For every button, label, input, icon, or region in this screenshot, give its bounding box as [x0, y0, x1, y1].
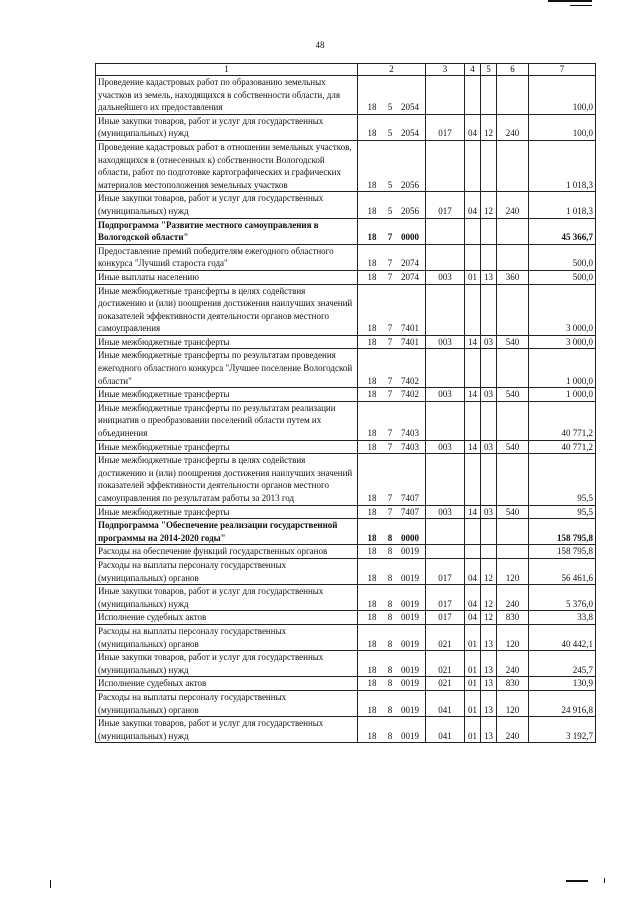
direction-code-part: 7402 [401, 389, 419, 400]
row-expense-type-code [497, 284, 529, 335]
row-expense-type-code [497, 349, 529, 388]
direction-code-part: 2056 [401, 205, 419, 216]
row-ministry-code [426, 545, 465, 559]
row-ministry-code: 003 [426, 335, 465, 349]
row-expense-type-code: 120 [497, 558, 529, 584]
subprogram-code-part: 7 [387, 336, 393, 347]
row-ministry-code: 021 [426, 677, 465, 691]
program-code-part: 18 [367, 664, 377, 675]
row-ministry-code [426, 76, 465, 115]
row-amount: 56 461,6 [529, 558, 596, 584]
row-amount: 500,0 [529, 244, 596, 270]
row-program-code [358, 388, 426, 402]
program-code-part: 18 [367, 336, 377, 347]
direction-code-part: 0000 [401, 532, 419, 543]
row-name: Расходы на выплаты персоналу государственных (муниципальных) органов [96, 690, 358, 716]
subprogram-code-part: 7 [387, 271, 393, 282]
subprogram-code-part: 7 [387, 375, 393, 386]
row-program-code [358, 505, 426, 519]
direction-code-part: 7401 [401, 336, 419, 347]
subprogram-code-part: 8 [387, 612, 393, 623]
row-ministry-code: 017 [426, 192, 465, 218]
direction-code-part: 0019 [401, 704, 419, 715]
subprogram-code-part: 7 [387, 428, 393, 439]
row-name: Иные межбюджетные трансферты по результатам реализации инициатив о преобразовании поселений области путем их объединения [96, 401, 358, 440]
subprogram-code-part: 7 [387, 232, 393, 243]
row-amount: 40 771,2 [529, 401, 596, 440]
direction-code-part: 2074 [401, 271, 419, 282]
row-section-code [465, 76, 481, 115]
row-amount: 3 000,0 [529, 335, 596, 349]
table-row [96, 505, 596, 519]
row-ministry-code: 017 [426, 611, 465, 625]
row-program-code [358, 519, 426, 545]
row-amount: 95,5 [529, 454, 596, 505]
row-section-code: 14 [465, 388, 481, 402]
row-subsection-code: 13 [481, 690, 497, 716]
row-subsection-code [481, 545, 497, 559]
table-row [96, 218, 596, 244]
scan-mark-bottom-corner [604, 878, 605, 883]
direction-code-part: 0019 [401, 730, 419, 741]
row-expense-type-code: 540 [497, 388, 529, 402]
row-ministry-code [426, 140, 465, 191]
row-name: Иные закупки товаров, работ и услуг для государственных (муниципальных) нужд [96, 585, 358, 611]
row-program-code [358, 690, 426, 716]
row-amount: 24 916,8 [529, 690, 596, 716]
row-program-code [358, 401, 426, 440]
row-ministry-code [426, 284, 465, 335]
row-ministry-code [426, 349, 465, 388]
scan-mark-top-right [548, 0, 592, 2]
row-program-code [358, 114, 426, 140]
row-section-code: 01 [465, 717, 481, 743]
row-subsection-code: 12 [481, 585, 497, 611]
direction-code-part: 0019 [401, 598, 419, 609]
subprogram-code-part: 5 [387, 128, 393, 139]
direction-code-part: 7403 [401, 428, 419, 439]
row-section-code [465, 401, 481, 440]
scan-mark-bottom-right [566, 880, 588, 882]
row-subsection-code: 12 [481, 114, 497, 140]
row-subsection-code: 03 [481, 440, 497, 454]
row-program-code [358, 284, 426, 335]
row-section-code: 04 [465, 114, 481, 140]
direction-code-part: 7402 [401, 375, 419, 386]
row-program-code [358, 585, 426, 611]
row-name: Проведение кадастровых работ в отношении земельных участков, находящихся в (отнесенных к) собственности Вологодской области, работ по подготовке картографических и графических материалов местоположения земельных участков [96, 140, 358, 191]
table-row [96, 585, 596, 611]
row-expense-type-code: 540 [497, 335, 529, 349]
table-row [96, 440, 596, 454]
row-program-code [358, 244, 426, 270]
row-program-code [358, 624, 426, 650]
direction-code-part: 7407 [401, 506, 419, 517]
program-code-part: 18 [367, 428, 377, 439]
row-name: Иные закупки товаров, работ и услуг для государственных (муниципальных) нужд [96, 651, 358, 677]
direction-code-part: 0019 [401, 678, 419, 689]
row-ministry-code [426, 454, 465, 505]
row-expense-type-code [497, 76, 529, 115]
direction-code-part: 2074 [401, 258, 419, 269]
row-expense-type-code: 240 [497, 192, 529, 218]
subprogram-code-part: 7 [387, 389, 393, 400]
row-section-code [465, 349, 481, 388]
subprogram-code-part: 7 [387, 323, 393, 334]
table-row [96, 284, 596, 335]
row-program-code [358, 218, 426, 244]
row-section-code: 14 [465, 335, 481, 349]
subprogram-code-part: 7 [387, 506, 393, 517]
row-amount: 45 366,7 [529, 218, 596, 244]
table-row [96, 388, 596, 402]
row-program-code [358, 349, 426, 388]
direction-code-part: 0019 [401, 664, 419, 675]
row-name: Иные закупки товаров, работ и услуг для государственных (муниципальных) нужд [96, 114, 358, 140]
row-section-code: 01 [465, 624, 481, 650]
row-subsection-code: 03 [481, 505, 497, 519]
row-ministry-code: 041 [426, 690, 465, 716]
subprogram-code-part: 5 [387, 205, 393, 216]
direction-code-part: 0019 [401, 638, 419, 649]
table-row [96, 270, 596, 284]
row-expense-type-code: 540 [497, 440, 529, 454]
subprogram-code-part: 7 [387, 493, 393, 503]
row-expense-type-code: 240 [497, 651, 529, 677]
budget-table [95, 63, 596, 743]
row-expense-type-code: 120 [497, 690, 529, 716]
subprogram-code-part: 8 [387, 704, 393, 715]
row-program-code [358, 611, 426, 625]
row-section-code [465, 218, 481, 244]
row-amount: 1 000,0 [529, 388, 596, 402]
program-code-part: 18 [367, 441, 377, 452]
row-ministry-code: 003 [426, 505, 465, 519]
program-code-part: 18 [367, 612, 377, 623]
row-subsection-code [481, 244, 497, 270]
row-ministry-code: 041 [426, 717, 465, 743]
table-row [96, 140, 596, 191]
direction-code-part: 7407 [401, 493, 419, 503]
table-row [96, 519, 596, 545]
row-name: Иные межбюджетные трансферты [96, 505, 358, 519]
table-row [96, 717, 596, 743]
subprogram-code-part: 5 [387, 179, 393, 190]
row-name: Иные выплаты населению [96, 270, 358, 284]
table-row [96, 651, 596, 677]
row-program-code [358, 717, 426, 743]
row-program-code [358, 558, 426, 584]
table-header-row [96, 64, 596, 76]
row-subsection-code [481, 218, 497, 244]
program-code-part: 18 [367, 179, 377, 190]
row-ministry-code [426, 401, 465, 440]
program-code-part: 18 [367, 389, 377, 400]
subprogram-code-part: 5 [387, 102, 393, 113]
program-code-part: 18 [367, 638, 377, 649]
row-section-code: 04 [465, 192, 481, 218]
direction-code-part: 7403 [401, 441, 419, 452]
header-col-6: 6 [497, 64, 529, 76]
row-expense-type-code: 240 [497, 585, 529, 611]
row-subsection-code: 12 [481, 558, 497, 584]
program-code-part: 18 [367, 506, 377, 517]
subprogram-code-part: 7 [387, 258, 393, 269]
table-row [96, 114, 596, 140]
row-ministry-code: 003 [426, 440, 465, 454]
subprogram-code-part: 8 [387, 638, 393, 649]
row-program-code [358, 192, 426, 218]
row-section-code [465, 140, 481, 191]
row-amount: 158 795,8 [529, 545, 596, 559]
row-section-code: 01 [465, 270, 481, 284]
table-row [96, 611, 596, 625]
row-subsection-code: 13 [481, 677, 497, 691]
row-program-code [358, 454, 426, 505]
direction-code-part: 7401 [401, 323, 419, 334]
row-name: Расходы на обеспечение функций государственных органов [96, 545, 358, 559]
direction-code-part: 2054 [401, 102, 419, 113]
row-expense-type-code: 830 [497, 677, 529, 691]
direction-code-part: 0019 [401, 546, 419, 557]
row-section-code [465, 244, 481, 270]
direction-code-part: 2056 [401, 179, 419, 190]
row-name: Иные межбюджетные трансферты в целях содействия достижению и (или) поощрения достижения наилучших значений показателей эффективности деятельности органов местного самоуправления по результатам работы за 2013 год [96, 454, 358, 505]
row-name: Иные межбюджетные трансферты [96, 440, 358, 454]
row-expense-type-code [497, 545, 529, 559]
row-amount: 100,0 [529, 114, 596, 140]
row-expense-type-code [497, 244, 529, 270]
row-program-code [358, 140, 426, 191]
subprogram-code-part: 8 [387, 730, 393, 741]
program-code-part: 18 [367, 704, 377, 715]
row-section-code [465, 284, 481, 335]
row-section-code: 01 [465, 677, 481, 691]
table-row [96, 76, 596, 115]
direction-code-part: 0019 [401, 612, 419, 623]
row-ministry-code [426, 218, 465, 244]
row-name: Расходы на выплаты персоналу государственных (муниципальных) органов [96, 624, 358, 650]
row-expense-type-code: 240 [497, 114, 529, 140]
row-amount: 158 795,8 [529, 519, 596, 545]
row-subsection-code: 12 [481, 611, 497, 625]
row-program-code [358, 677, 426, 691]
row-name: Подпрограмма "Развитие местного самоуправления в Вологодской области" [96, 218, 358, 244]
program-code-part: 18 [367, 232, 377, 243]
row-subsection-code: 13 [481, 270, 497, 284]
row-subsection-code [481, 76, 497, 115]
row-amount: 1 018,3 [529, 192, 596, 218]
row-ministry-code [426, 244, 465, 270]
row-amount: 5 376,0 [529, 585, 596, 611]
row-subsection-code: 13 [481, 624, 497, 650]
row-amount: 3 000,0 [529, 284, 596, 335]
program-code-part: 18 [367, 258, 377, 269]
row-ministry-code: 017 [426, 585, 465, 611]
row-name: Исполнение судебных актов [96, 677, 358, 691]
program-code-part: 18 [367, 598, 377, 609]
row-expense-type-code: 540 [497, 505, 529, 519]
row-name: Иные межбюджетные трансферты [96, 388, 358, 402]
table-row [96, 558, 596, 584]
row-section-code: 14 [465, 505, 481, 519]
row-name: Проведение кадастровых работ по образованию земельных участков из земель, находящихся в собственности области, для дальнейшего их предоставления [96, 76, 358, 115]
row-expense-type-code [497, 454, 529, 505]
header-col-1: 1 [96, 64, 358, 76]
table-row [96, 349, 596, 388]
row-ministry-code: 017 [426, 558, 465, 584]
row-ministry-code: 003 [426, 388, 465, 402]
program-code-part: 18 [367, 532, 377, 543]
program-code-part: 18 [367, 546, 377, 557]
row-program-code [358, 545, 426, 559]
row-subsection-code [481, 349, 497, 388]
row-amount: 33,8 [529, 611, 596, 625]
program-code-part: 18 [367, 128, 377, 139]
direction-code-part: 2054 [401, 128, 419, 139]
row-program-code [358, 335, 426, 349]
row-name: Иные межбюджетные трансферты по результатам проведения ежегодного областного конкурса "Лучшее поселение Вологодской области" [96, 349, 358, 388]
row-section-code: 01 [465, 690, 481, 716]
row-ministry-code [426, 519, 465, 545]
program-code-part: 18 [367, 271, 377, 282]
row-section-code [465, 454, 481, 505]
header-col-5: 5 [481, 64, 497, 76]
row-name: Иные межбюджетные трансферты в целях содействия достижению и (или) поощрения достижения наилучших значений показателей эффективности деятельности органов местного самоуправления [96, 284, 358, 335]
subprogram-code-part: 8 [387, 546, 393, 557]
row-name: Подпрограмма "Обеспечение реализации государственной программы на 2014-2020 годы" [96, 519, 358, 545]
program-code-part: 18 [367, 493, 377, 503]
table-row [96, 244, 596, 270]
row-amount: 1 018,3 [529, 140, 596, 191]
row-section-code [465, 519, 481, 545]
row-ministry-code: 021 [426, 651, 465, 677]
row-subsection-code [481, 401, 497, 440]
row-expense-type-code [497, 218, 529, 244]
subprogram-code-part: 8 [387, 598, 393, 609]
row-subsection-code: 13 [481, 651, 497, 677]
row-amount: 40 771,2 [529, 440, 596, 454]
direction-code-part: 0019 [401, 572, 419, 583]
row-name: Предоставление премий победителям ежегодного областного конкурса "Лучший староста года" [96, 244, 358, 270]
row-name: Расходы на выплаты персоналу государственных (муниципальных) органов [96, 558, 358, 584]
row-ministry-code: 017 [426, 114, 465, 140]
page-number: 48 [315, 40, 325, 50]
direction-code-part: 0000 [401, 232, 419, 243]
row-program-code [358, 440, 426, 454]
row-ministry-code: 003 [426, 270, 465, 284]
row-amount: 500,0 [529, 270, 596, 284]
row-amount: 1 000,0 [529, 349, 596, 388]
row-subsection-code: 13 [481, 717, 497, 743]
row-expense-type-code: 830 [497, 611, 529, 625]
subprogram-code-part: 8 [387, 664, 393, 675]
row-subsection-code: 03 [481, 388, 497, 402]
program-code-part: 18 [367, 102, 377, 113]
subprogram-code-part: 8 [387, 532, 393, 543]
row-name: Иные межбюджетные трансферты [96, 335, 358, 349]
row-program-code [358, 270, 426, 284]
header-col-7: 7 [529, 64, 596, 76]
row-subsection-code [481, 140, 497, 191]
row-program-code [358, 651, 426, 677]
table-row [96, 192, 596, 218]
program-code-part: 18 [367, 375, 377, 386]
row-subsection-code [481, 454, 497, 505]
table-row [96, 401, 596, 440]
scan-mark-bottom-left [50, 880, 51, 888]
row-subsection-code: 03 [481, 335, 497, 349]
program-code-part: 18 [367, 205, 377, 216]
row-expense-type-code [497, 140, 529, 191]
subprogram-code-part: 7 [387, 441, 393, 452]
row-name: Исполнение судебных актов [96, 611, 358, 625]
row-section-code: 14 [465, 440, 481, 454]
subprogram-code-part: 8 [387, 572, 393, 583]
table-row [96, 677, 596, 691]
row-expense-type-code [497, 401, 529, 440]
row-amount: 130,9 [529, 677, 596, 691]
row-expense-type-code: 120 [497, 624, 529, 650]
program-code-part: 18 [367, 323, 377, 334]
row-name: Иные закупки товаров, работ и услуг для государственных (муниципальных) нужд [96, 192, 358, 218]
header-col-3: 3 [426, 64, 465, 76]
row-amount: 40 442,1 [529, 624, 596, 650]
row-section-code [465, 545, 481, 559]
row-section-code: 04 [465, 558, 481, 584]
row-section-code: 04 [465, 611, 481, 625]
row-section-code: 04 [465, 585, 481, 611]
row-amount: 245,7 [529, 651, 596, 677]
row-amount: 100,0 [529, 76, 596, 115]
row-subsection-code: 12 [481, 192, 497, 218]
table-row [96, 545, 596, 559]
scan-mark-top-right-short [570, 5, 592, 6]
row-name: Иные закупки товаров, работ и услуг для государственных (муниципальных) нужд [96, 717, 358, 743]
row-section-code: 01 [465, 651, 481, 677]
row-amount: 95,5 [529, 505, 596, 519]
header-col-4: 4 [465, 64, 481, 76]
row-subsection-code [481, 284, 497, 335]
table-row [96, 335, 596, 349]
program-code-part: 18 [367, 678, 377, 689]
row-ministry-code: 021 [426, 624, 465, 650]
table-row [96, 624, 596, 650]
program-code-part: 18 [367, 572, 377, 583]
header-col-2: 2 [358, 64, 426, 76]
row-expense-type-code [497, 519, 529, 545]
program-code-part: 18 [367, 730, 377, 741]
row-expense-type-code: 360 [497, 270, 529, 284]
row-expense-type-code: 240 [497, 717, 529, 743]
table-row [96, 454, 596, 505]
table-row [96, 690, 596, 716]
subprogram-code-part: 8 [387, 678, 393, 689]
row-subsection-code [481, 519, 497, 545]
row-amount: 3 192,7 [529, 717, 596, 743]
row-program-code [358, 76, 426, 115]
